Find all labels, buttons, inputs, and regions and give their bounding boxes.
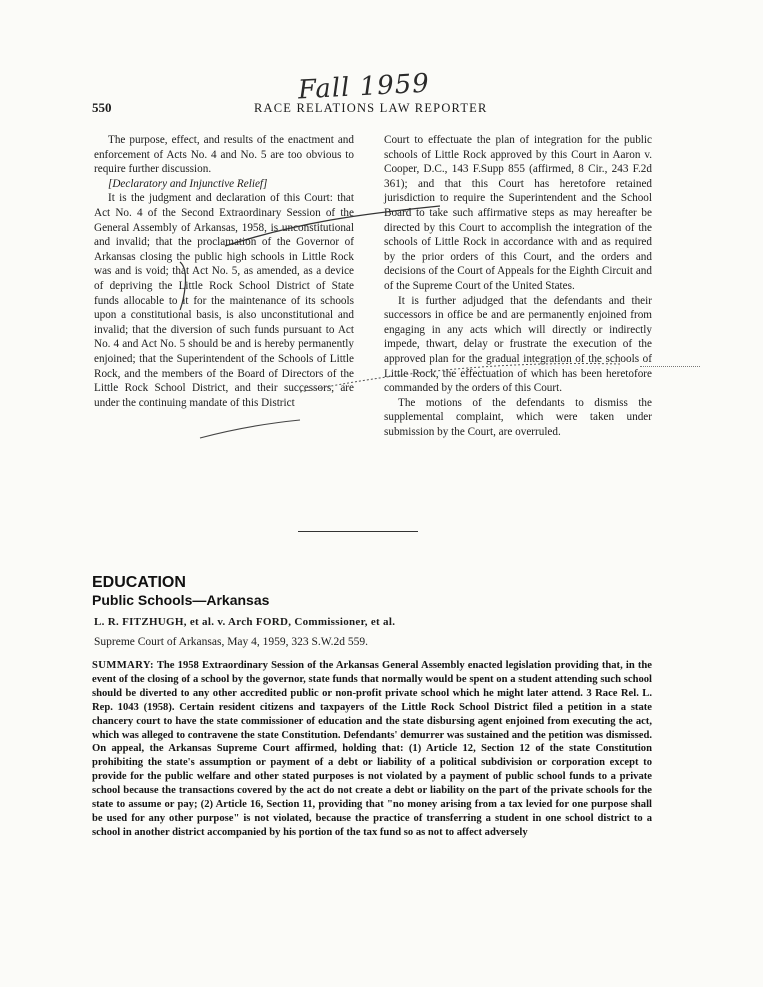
right-paragraph-1: Court to effectuate the plan of integration for the public schools of Little Rock approved by this Court in Aaron v. Cooper, D.C., 143 F.Supp 855 (affirmed, 8 Cir., 243 F.2d 361); and that this Court has heretofore retained jurisdiction to require the Superintendent and the School Board to take such affirmative steps as may hereafter be directed by this Court to accomplish the integration of the schools of Little Rock in accordance with and as required by the prior orders of this Court, and the orders and decisions of the Court of Appeals for the Eighth Circuit and of the Supreme Court of the United States. <box>384 134 652 292</box>
summary-text: The 1958 Extraordinary Session of the Arkansas General Assembly enacted legislation providing that, in the event of the closing of a school by the governor, state funds that normally would be spent on a student attending such school should be diverted to any other accredited public or non-profit private school which he might later attend. 3 Race Rel. L. Rep. 1043 (1958). Certain resident citizens and taxpayers of the Little Rock School District filed a petition in a state chancery court to have the state commissioner of education and the state disbursing agent enjoined from executing the act, which was alleged to contravene the state Constitution. Defendants' demurrer was sustained and the petition was dismissed. On appeal, the Arkansas Supreme Court affirmed, holding that: (1) Article 12, Section 12 of the state Constitution prohibiting the state's assumption or payment of a debt or liability of a political subdivision or corporation except to provide for the public welfare and other stated purposes is not violated by a payment of public school funds to a private school because the transactions covered by the act do not create a debt or liability on the part of the private schools for the state to assume or pay; (2) Article 16, Section 11, providing that "no money arising from a tax levied for one purpose shall be used for any other purpose" is not violated, because the practice of transferring a student in one school district to a school in another district accompanied by his portion of the tax fund so as not to affect adversely <box>92 660 652 838</box>
left-column <box>94 133 354 410</box>
section-divider <box>298 531 418 532</box>
case-summary <box>92 659 652 840</box>
margin-dotted-mark <box>640 366 700 367</box>
right-paragraph-2: It is further adjudged that the defendants and their successors in office be and are permanently enjoined from engaging in any acts which will directly or indirectly impede, thwart, delay or frustrate the execution of the approved plan for the gradual integration of the schools of Little Rock, the effectuation of which has been heretofore commanded by the orders of this Court. <box>384 294 652 395</box>
left-paragraph-1: The purpose, effect, and results of the enactment and enforcement of Acts No. 4 and No. 5 are too obvious to require further discussion. <box>94 134 354 176</box>
section-subtitle: Public Schools—Arkansas <box>92 592 270 608</box>
section-title: EDUCATION <box>92 574 186 591</box>
page-number: 550 <box>92 100 112 115</box>
scribble-stroke-4 <box>200 420 300 438</box>
right-column <box>384 133 652 439</box>
right-paragraph-3: The motions of the defendants to dismiss the supplemental complaint, which were taken under submission by the Court, are overruled. <box>384 396 652 438</box>
case-parties: L. R. FITZHUGH, et al. v. Arch FORD, Commissioner, et al. <box>94 616 396 628</box>
case-court-citation: Supreme Court of Arkansas, May 4, 1959, 323 S.W.2d 559. <box>94 636 368 648</box>
running-head: RACE RELATIONS LAW REPORTER <box>254 101 488 115</box>
summary-label: SUMMARY: <box>92 660 154 671</box>
left-paragraph-2: It is the judgment and declaration of this Court: that Act No. 4 of the Second Extraordinary Session of the General Assembly of Arkansas, 1958, is unconstitutional and invalid; that the proclamation of the Governor of Arkansas closing the public high schools in Little Rock was and is void; that Act No. 5, as amended, as a device of depriving the Little Rock School District of State funds allocable to it for the maintenance of its schools upon a constitutional basis, is also unconstitutional and invalid; that the diversion of such funds pursuant to Act No. 4 and Act No. 5 should be and is hereby permanently enjoined; that the Superintendent of the Schools of Little Rock, and the members of the Board of Directors of the Little Rock School District, and their successors, are under the continuing mandate of this District <box>94 192 354 409</box>
relief-heading: [Declaratory and Injunctive Relief] <box>108 177 268 190</box>
handwritten-date-note: Fall 1959 <box>297 68 431 106</box>
